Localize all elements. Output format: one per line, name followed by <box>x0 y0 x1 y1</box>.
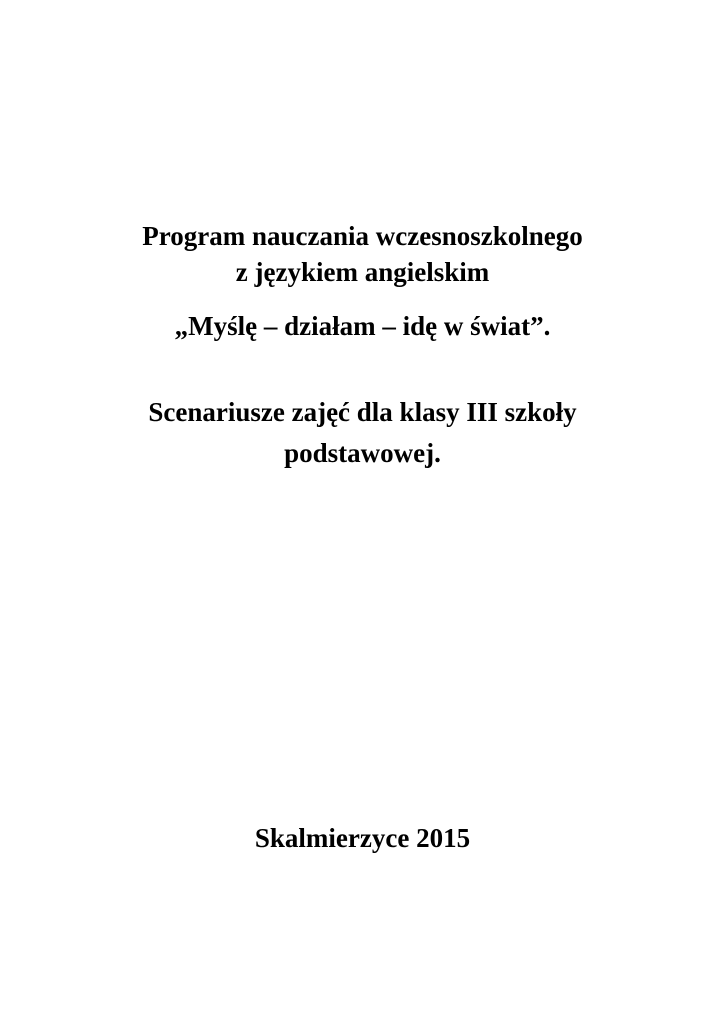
subtitle-line-1: Scenariusze zajęć dla klasy III szkoły <box>148 397 577 427</box>
title-line-1: Program nauczania wczesnoszkolnego <box>142 221 583 251</box>
title-line-2: z językiem angielskim <box>235 257 490 287</box>
place-and-year: Skalmierzyce 2015 <box>254 823 471 853</box>
program-name: „Myślę – działam – idę w świat”. <box>174 311 551 341</box>
subtitle-line-2: podstawowej. <box>284 438 441 468</box>
